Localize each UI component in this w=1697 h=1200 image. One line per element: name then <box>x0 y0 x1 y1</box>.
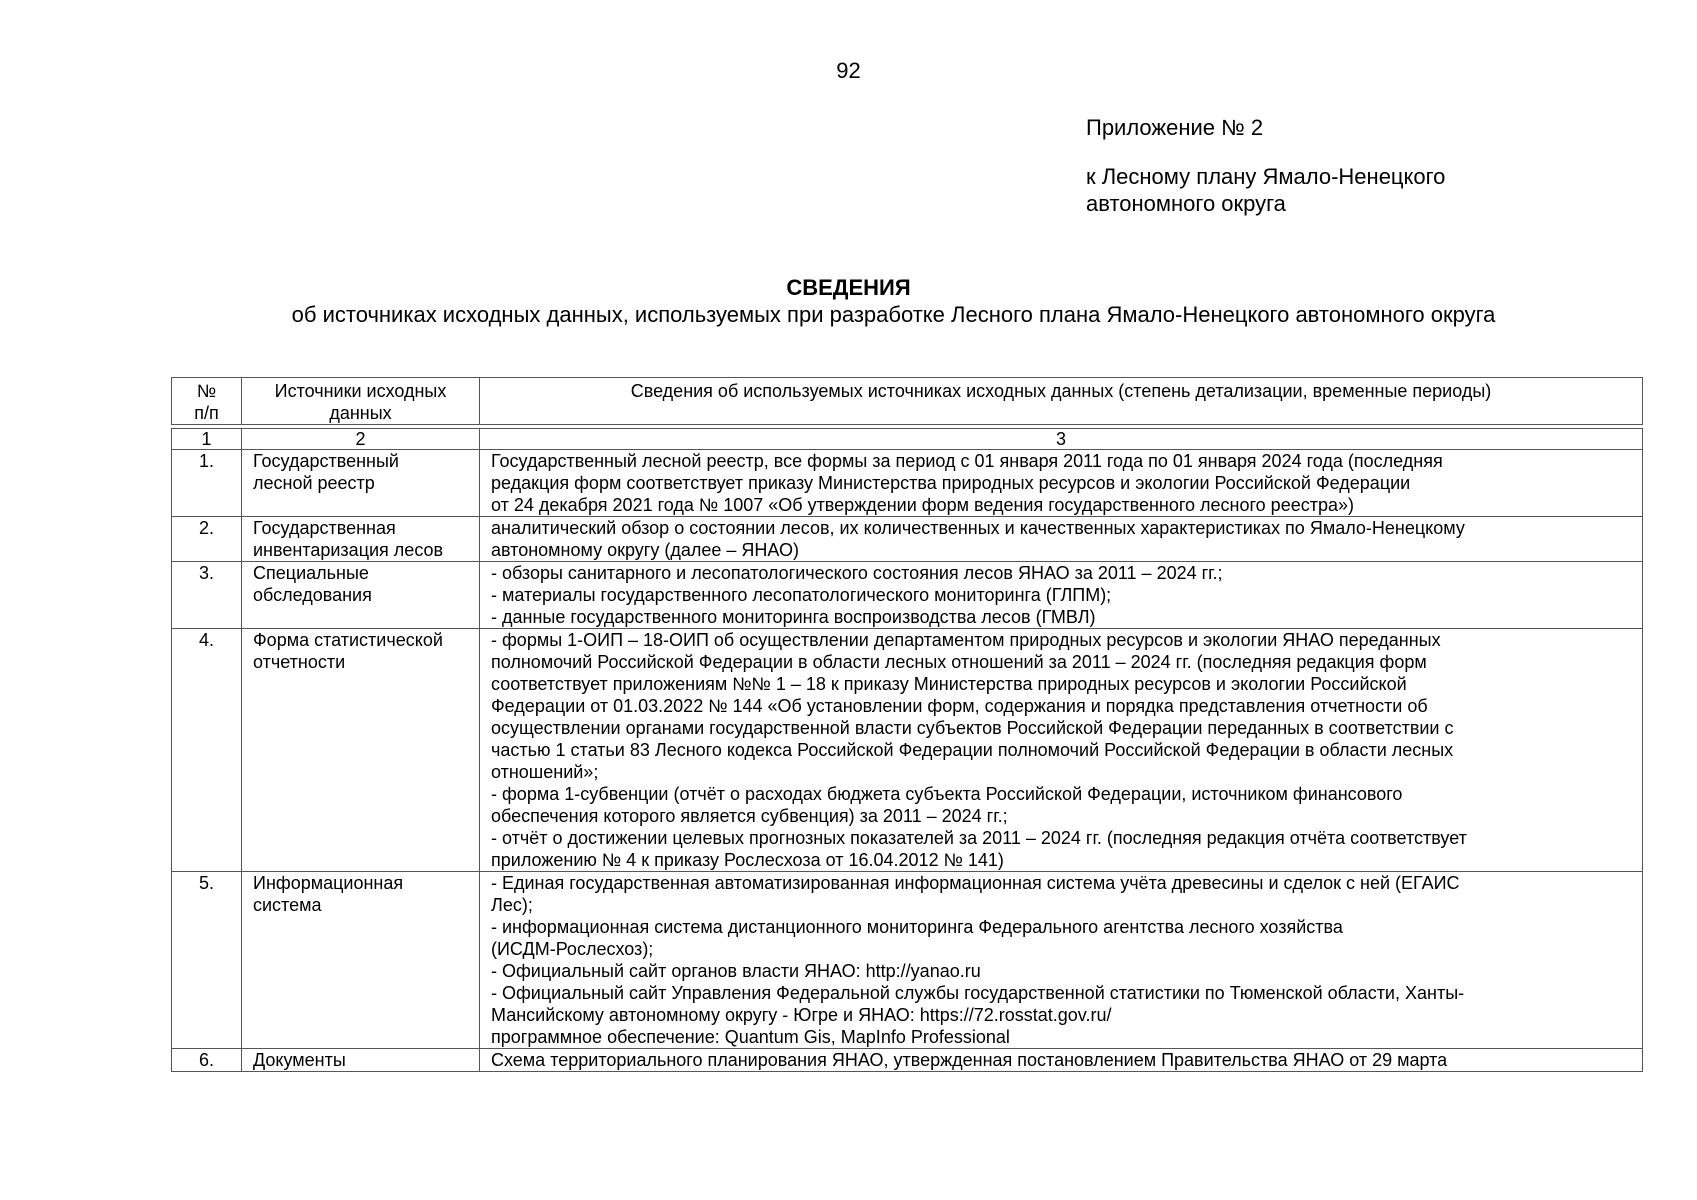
table-row <box>172 450 1643 517</box>
heading-title: СВЕДЕНИЯ <box>786 275 911 300</box>
row-details <box>480 629 1643 872</box>
details-line: - обзоры санитарного и лесопатологического состояния лесов ЯНАО за 2011 – 2024 гг.; <box>491 563 1223 583</box>
row-number: 5. <box>172 872 242 1049</box>
column-index-2: 2 <box>242 429 480 450</box>
details-line: редакция форм соответствует приказу Министерства природных ресурсов и экологии Российской Федерации <box>491 473 1411 493</box>
details-line: (ИСДМ-Рослесхоз); <box>491 939 654 959</box>
details-line: соответствует приложениям №№ 1 – 18 к приказу Министерства природных ресурсов и экологии Российской <box>491 674 1407 694</box>
details-line: Схема территориального планирования ЯНАО, утвержденная постановлением Правительства ЯНАО от 29 марта <box>491 1050 1448 1070</box>
header-details: Сведения об используемых источниках исходных данных (степень детализации, временные периоды) <box>480 378 1643 425</box>
row-details <box>480 1049 1643 1072</box>
source-line: лесной реестр <box>253 473 375 493</box>
document-heading <box>0 274 1697 328</box>
table-row <box>172 1049 1643 1072</box>
row-source <box>242 517 480 562</box>
source-line: система <box>253 895 322 915</box>
row-source <box>242 629 480 872</box>
page-number: 92 <box>836 58 861 83</box>
appendix-title: Приложение № 2 <box>1086 115 1264 140</box>
row-source <box>242 450 480 517</box>
row-details <box>480 872 1643 1049</box>
header-number: № п/п <box>172 378 242 425</box>
details-line: полномочий Российской Федерации в области лесных отношений за 2011 – 2024 гг. (последняя редакция форм <box>491 652 1427 672</box>
row-number: 4. <box>172 629 242 872</box>
details-line: - формы 1-ОИП – 18-ОИП об осуществлении департаментом природных ресурсов и экологии ЯНАО переданных <box>491 630 1441 650</box>
details-line: Государственный лесной реестр, все формы за период с 01 января 2011 года по 01 января 2024 года (последняя <box>491 451 1443 471</box>
sources-table <box>171 377 1643 1072</box>
details-line: - данные государственного мониторинга воспроизводства лесов (ГМВЛ) <box>491 607 1096 627</box>
details-line: - материалы государственного лесопатологического мониторинга (ГЛПМ); <box>491 585 1112 605</box>
details-line: Мансийскому автономному округу - Югре и ЯНАО: https://72.rosstat.gov.ru/ <box>491 1005 1112 1025</box>
source-line: Документы <box>253 1050 346 1070</box>
details-line: - Единая государственная автоматизированная информационная система учёта древесины и сделок с ней (ЕГАИС <box>491 873 1460 893</box>
table-row <box>172 872 1643 1049</box>
details-line: от 24 декабря 2021 года № 1007 «Об утверждении форм ведения государственного лесного реестра») <box>491 495 1354 515</box>
details-line: аналитический обзор о состоянии лесов, их количественных и качественных характеристиках по Ямало-Ненецкому <box>491 518 1465 538</box>
source-line: Специальные <box>253 563 369 583</box>
details-line: - форма 1-субвенции (отчёт о расходах бюджета субъекта Российской Федерации, источником финансового <box>491 784 1403 804</box>
header-source: Источники исходных данных <box>242 378 480 425</box>
details-line: - Официальный сайт Управления Федеральной службы государственной статистики по Тюменской области, Ханты- <box>491 983 1465 1003</box>
source-line: Информационная <box>253 873 404 893</box>
source-line: Государственная <box>253 518 396 538</box>
source-line: отчетности <box>253 652 346 672</box>
details-line: программное обеспечение: Quantum Gis, MapInfo Professional <box>491 1027 1010 1047</box>
row-number: 2. <box>172 517 242 562</box>
row-details <box>480 562 1643 629</box>
details-line: - отчёт о достижении целевых прогнозных показателей за 2011 – 2024 гг. (последняя редакция отчёта соответствует <box>491 828 1467 848</box>
source-line: инвентаризация лесов <box>253 540 444 560</box>
details-line: приложению № 4 к приказу Рослесхоза от 16.04.2012 № 141) <box>491 850 1004 870</box>
row-number: 3. <box>172 562 242 629</box>
table-row <box>172 562 1643 629</box>
appendix-reference-line-1: к Лесному плану Ямало-Ненецкого <box>1086 164 1446 189</box>
table-header-row <box>172 378 1643 425</box>
details-line: - Официальный сайт органов власти ЯНАО: http://yanao.ru <box>491 961 981 981</box>
source-line: Форма статистической <box>253 630 443 650</box>
row-details <box>480 450 1643 517</box>
row-source <box>242 1049 480 1072</box>
row-number: 6. <box>172 1049 242 1072</box>
appendix-reference-line-2: автономного округа <box>1086 191 1286 216</box>
row-details <box>480 517 1643 562</box>
row-source <box>242 562 480 629</box>
heading-subtitle: об источниках исходных данных, используемых при разработке Лесного плана Ямало-Ненецкого автономного округа <box>291 302 1496 327</box>
row-number: 1. <box>172 450 242 517</box>
column-index-3: 3 <box>480 429 1643 450</box>
details-line: автономному округу (далее – ЯНАО) <box>491 540 799 560</box>
details-line: обеспечения которого является субвенция) за 2011 – 2024 гг.; <box>491 806 1008 826</box>
table-row <box>172 517 1643 562</box>
column-index-1: 1 <box>172 429 242 450</box>
source-line: обследования <box>253 585 372 605</box>
details-line: - информационная система дистанционного мониторинга Федерального агентства лесного хозяйства <box>491 917 1343 937</box>
table-row <box>172 629 1643 872</box>
details-line: Лес); <box>491 895 533 915</box>
source-line: Государственный <box>253 451 399 471</box>
row-source <box>242 872 480 1049</box>
column-index-row <box>172 429 1643 450</box>
details-line: отношений»; <box>491 762 599 782</box>
appendix-block <box>1086 114 1445 217</box>
table-body <box>172 425 1643 1072</box>
details-line: Федерации от 01.03.2022 № 144 «Об установлении форм, содержания и порядка представления отчетности об <box>491 696 1428 716</box>
details-line: осуществлении органами государственной власти субъектов Российской Федерации переданных в соответствии с <box>491 718 1454 738</box>
details-line: частью 1 статьи 83 Лесного кодекса Российской Федерации полномочий Российской Федерации в области лесных <box>491 740 1454 760</box>
